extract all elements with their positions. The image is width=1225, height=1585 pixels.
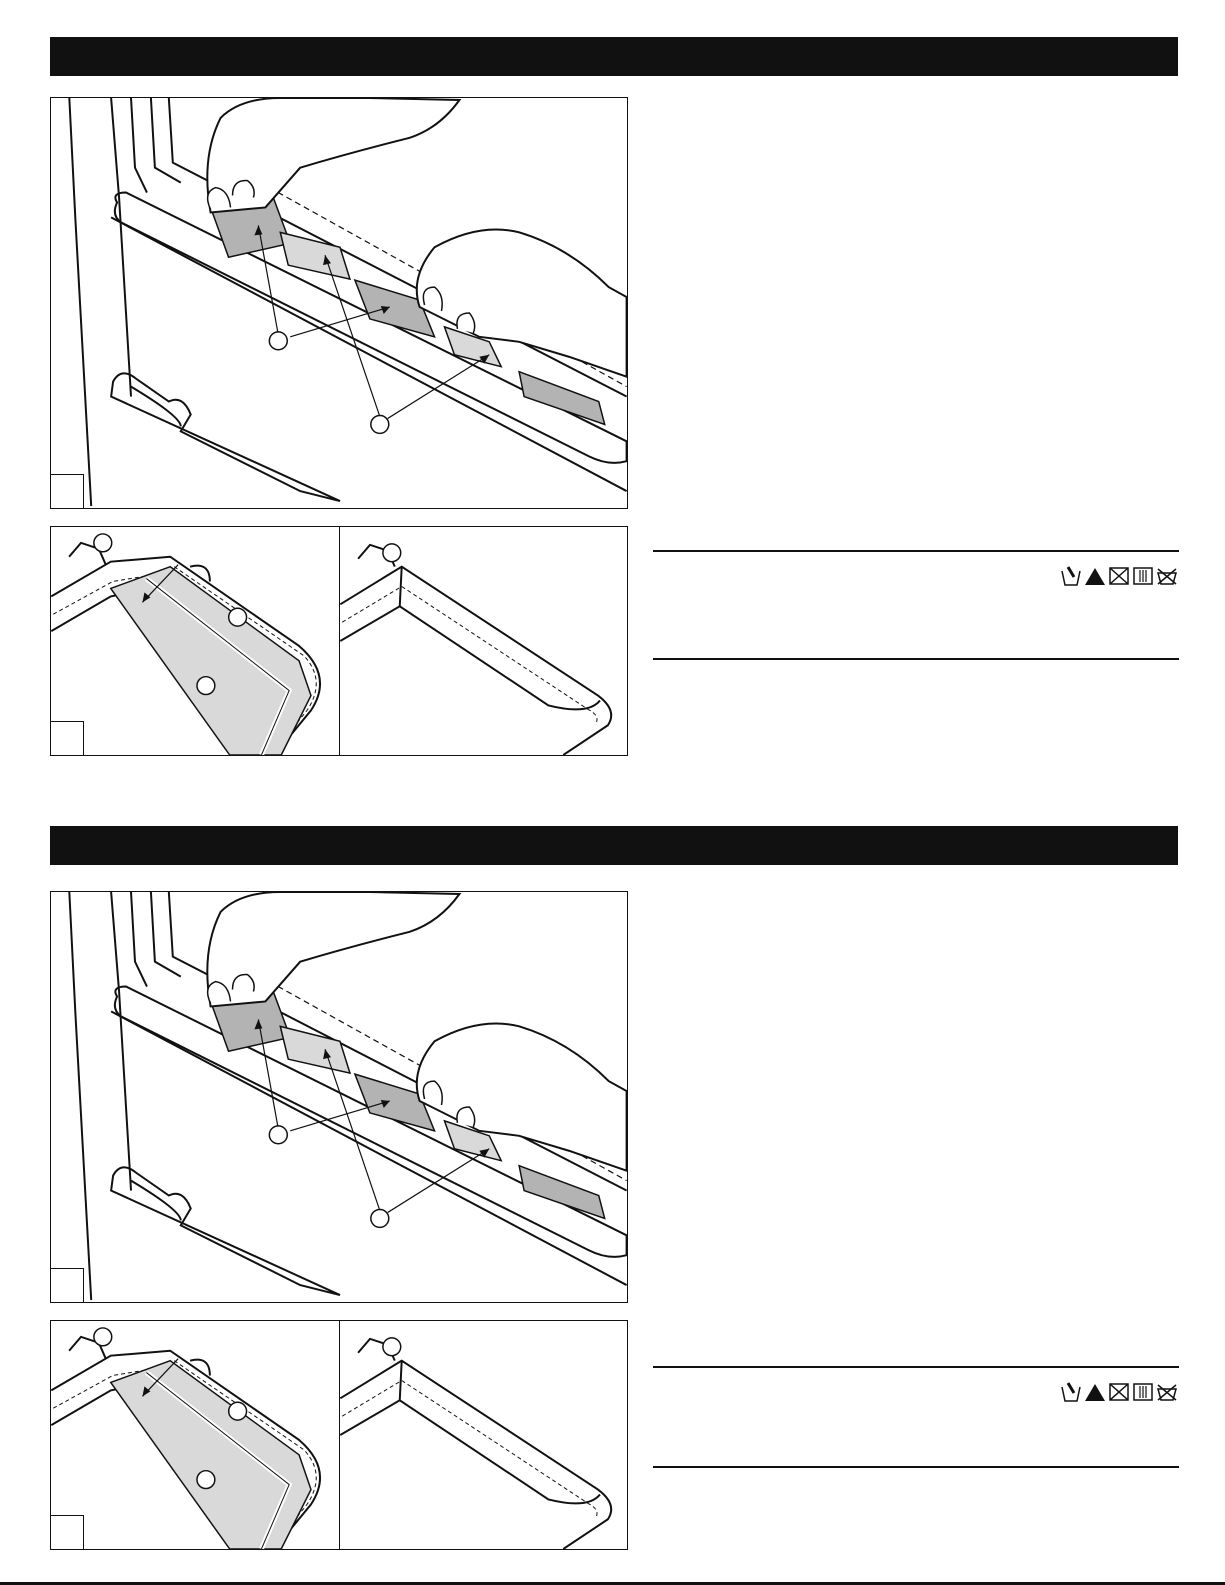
- section-header-bar: [50, 826, 1178, 865]
- detail-illustration-right: [339, 526, 628, 756]
- hand-wash-icon: [1060, 1381, 1082, 1403]
- callout-circle-e: [197, 1471, 215, 1489]
- figure-label-box: [51, 721, 84, 755]
- callout-circle-d: [229, 608, 247, 626]
- callout-circle-f: [383, 1338, 401, 1356]
- divider-bottom: [653, 658, 1179, 660]
- installed-trim-drawing: [340, 527, 627, 755]
- figure-label-box: [51, 474, 84, 508]
- section-header-bar: [50, 37, 1178, 76]
- detail-illustration-left: [50, 1320, 340, 1550]
- detail-illustration-right: [339, 1320, 628, 1550]
- main-illustration: [50, 891, 628, 1303]
- divider-top: [653, 1366, 1179, 1368]
- figure-label-box: [51, 1515, 84, 1549]
- callout-circle-e: [197, 677, 215, 695]
- no-tumble-dry-icon: [1132, 565, 1154, 587]
- no-dryclean-icon: [1108, 1381, 1130, 1403]
- callout-circle-b: [371, 1209, 389, 1227]
- figure-label-box: [51, 1268, 84, 1302]
- detail-illustration-left: [50, 526, 340, 756]
- callout-circle-c: [94, 534, 112, 552]
- iron-icon: [1084, 565, 1106, 587]
- no-dryclean-icon: [1108, 565, 1130, 587]
- care-symbols: [1060, 565, 1178, 587]
- door-trim-application-drawing: [51, 98, 627, 508]
- callout-circle-a: [269, 332, 287, 350]
- installed-trim-drawing: [340, 1321, 627, 1549]
- callout-circle-a: [269, 1126, 287, 1144]
- divider-top: [653, 550, 1179, 552]
- callout-circle-f: [383, 544, 401, 562]
- care-symbols: [1060, 1381, 1178, 1403]
- hand-wash-icon: [1060, 565, 1082, 587]
- no-bleach-icon: [1156, 565, 1178, 587]
- no-bleach-icon: [1156, 1381, 1178, 1403]
- callout-circle-c: [94, 1328, 112, 1346]
- trim-backing-drawing: [51, 527, 339, 755]
- door-trim-application-drawing: [51, 892, 627, 1302]
- divider-bottom: [653, 1466, 1179, 1468]
- no-tumble-dry-icon: [1132, 1381, 1154, 1403]
- main-illustration: [50, 97, 628, 509]
- iron-icon: [1084, 1381, 1106, 1403]
- trim-backing-drawing: [51, 1321, 339, 1549]
- callout-circle-d: [229, 1402, 247, 1420]
- callout-circle-b: [371, 415, 389, 433]
